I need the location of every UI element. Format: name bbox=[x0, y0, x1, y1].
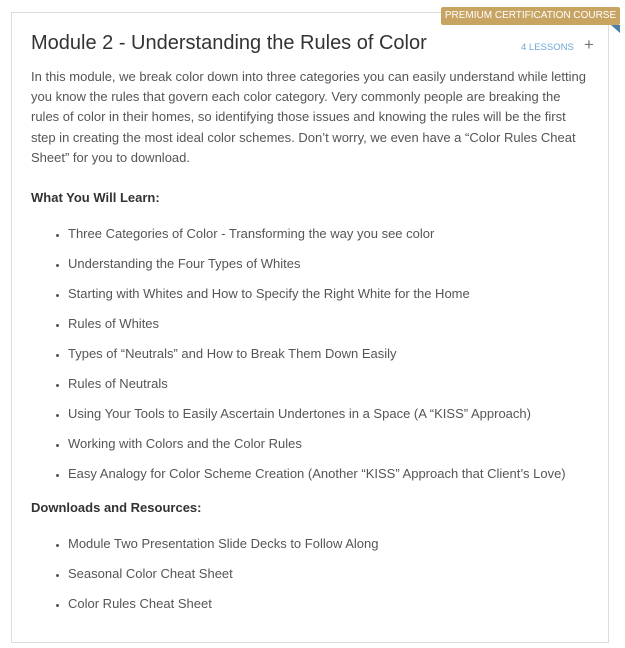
list-item: • Starting with Whites and How to Specify the Right White for the Home bbox=[68, 284, 566, 314]
list-item: • Seasonal Color Cheat Sheet bbox=[68, 564, 378, 594]
list-item: • Three Categories of Color - Transforming the way you see color bbox=[68, 224, 566, 254]
list-item: • Using Your Tools to Easily Ascertain Undertones in a Space (A “KISS” Approach) bbox=[68, 404, 566, 434]
list-item: • Working with Colors and the Color Rules bbox=[68, 434, 566, 464]
module-title[interactable]: Module 2 - Understanding the Rules of Color bbox=[31, 32, 427, 54]
badge-fold bbox=[611, 25, 620, 33]
list-item: • Rules of Whites bbox=[68, 314, 566, 344]
expand-plus-icon[interactable]: + bbox=[584, 35, 594, 54]
lesson-count[interactable]: 4 LESSONS bbox=[521, 42, 574, 53]
downloads-heading: Downloads and Resources: bbox=[31, 500, 202, 515]
learn-list bbox=[31, 224, 566, 494]
list-item: • Rules of Neutrals bbox=[68, 374, 566, 404]
list-item: • Easy Analogy for Color Scheme Creation (Another “KISS” Approach that Client’s Love) bbox=[68, 464, 566, 494]
downloads-list bbox=[31, 534, 378, 624]
list-item: • Module Two Presentation Slide Decks to Follow Along bbox=[68, 534, 378, 564]
premium-badge: PREMIUM CERTIFICATION COURSE bbox=[441, 7, 620, 25]
learn-heading: What You Will Learn: bbox=[31, 190, 160, 205]
module-description: In this module, we break color down into three categories you can easily understand while letting you know the rules that govern each color category. Very commonly people are breaking the rules of color in their homes, so identifying those issues and knowing the rules will be the first step in creating the most ideal color schemes. Don’t worry, we even have a “Color Rules Cheat Sheet” for you to download. bbox=[31, 69, 586, 165]
list-item: • Types of “Neutrals” and How to Break Them Down Easily bbox=[68, 344, 566, 374]
list-item: • Understanding the Four Types of Whites bbox=[68, 254, 566, 284]
list-item: • Color Rules Cheat Sheet bbox=[68, 594, 378, 624]
